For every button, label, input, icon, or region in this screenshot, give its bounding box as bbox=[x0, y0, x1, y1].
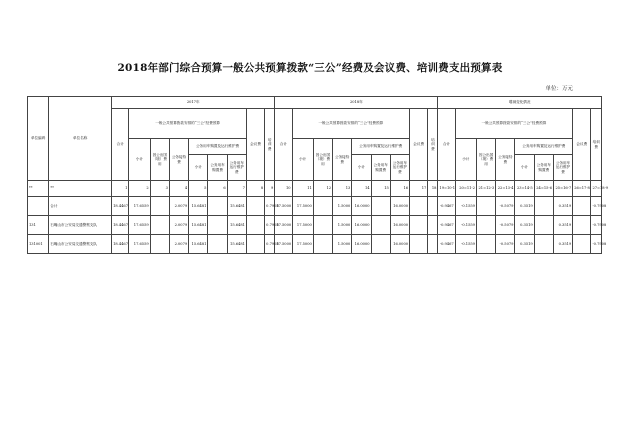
value-cell bbox=[573, 197, 591, 216]
header-training: 培训费 bbox=[591, 109, 602, 181]
value-cell bbox=[150, 235, 169, 254]
header-year-2017: 2017年 bbox=[112, 97, 275, 109]
header-meeting: 会议费 bbox=[573, 109, 591, 181]
value-cell: 0.7908 bbox=[265, 197, 275, 216]
value-cell: 0.3519 bbox=[515, 197, 534, 216]
value-cell bbox=[150, 216, 169, 235]
value-cell bbox=[371, 235, 390, 254]
code-cell: 1 bbox=[112, 181, 129, 197]
header-subtotal: 合计 bbox=[438, 109, 455, 181]
value-cell: 17.6559 bbox=[129, 235, 150, 254]
code-cell: 3 bbox=[150, 181, 169, 197]
value-cell bbox=[150, 197, 169, 216]
header-vehicle: 公务用车购置及运行维护费 bbox=[189, 139, 247, 155]
value-cell bbox=[476, 235, 495, 254]
header-small-total: 小计 bbox=[455, 139, 476, 181]
unit-label: 单位：万元 bbox=[545, 86, 573, 92]
header-unit-code: 单位编码 bbox=[28, 97, 49, 181]
header-meeting: 会议费 bbox=[246, 109, 264, 181]
value-cell bbox=[410, 197, 428, 216]
header-vehicle-operation: 公务用车运行维护费 bbox=[227, 155, 246, 181]
header-row-years bbox=[28, 97, 602, 109]
code-cell: 22=13-4 bbox=[496, 181, 515, 197]
code-cell: 21=12-3 bbox=[476, 181, 495, 197]
header-reception: 公务接待费 bbox=[169, 139, 188, 181]
value-cell bbox=[371, 216, 390, 235]
code-cell: 8 bbox=[246, 181, 264, 197]
value-cell bbox=[246, 197, 264, 216]
value-cell: 2.0079 bbox=[169, 197, 188, 216]
value-cell: -0.1559 bbox=[455, 197, 476, 216]
code-cell: 13 bbox=[333, 181, 352, 197]
value-cell bbox=[534, 235, 553, 254]
page-title: 2018年部门综合预算一般公共预算拨款“三公”经费及会议费、培训费支出预算表 bbox=[117, 62, 503, 74]
header-subtotal: 合计 bbox=[275, 109, 292, 181]
header-small-total: 小计 bbox=[189, 155, 208, 181]
value-cell: -0.7908 bbox=[591, 197, 602, 216]
header-small-total: 小计 bbox=[352, 155, 371, 181]
budget-table bbox=[27, 96, 609, 254]
value-cell: 2.0079 bbox=[169, 216, 188, 235]
code-cell: 23=14-5 bbox=[515, 181, 534, 197]
value-cell: 17.6559 bbox=[129, 197, 150, 216]
header-vehicle-purchase: 公务用车购置费 bbox=[208, 155, 227, 181]
header-general-budget: 一般公共预算拨款安排的“三公”经费预算 bbox=[292, 109, 410, 139]
value-cell: 17.6559 bbox=[129, 216, 150, 235]
value-cell: -0.1559 bbox=[455, 235, 476, 254]
code-cell: 16 bbox=[390, 181, 409, 197]
value-cell: -0.1559 bbox=[455, 216, 476, 235]
header-small-total: 小计 bbox=[292, 139, 313, 181]
table-body bbox=[28, 97, 609, 254]
header-row-group bbox=[28, 109, 602, 139]
value-cell: 15.6481 bbox=[189, 216, 208, 235]
value-cell bbox=[313, 197, 332, 216]
value-cell bbox=[428, 197, 438, 216]
code-cell: ** bbox=[28, 181, 49, 197]
value-cell: -0.7908 bbox=[591, 216, 602, 235]
code-row bbox=[28, 181, 602, 197]
unit-code-cell: 131001 bbox=[28, 235, 49, 254]
header-training: 培训费 bbox=[265, 109, 275, 181]
code-cell: 15 bbox=[371, 181, 390, 197]
value-cell: -0.9467 bbox=[438, 216, 455, 235]
header-vehicle-operation: 公务用车运行维护费 bbox=[553, 155, 572, 181]
value-cell bbox=[246, 235, 264, 254]
code-cell: 25=16-7 bbox=[553, 181, 572, 197]
header-unit-name: 单位名称 bbox=[49, 97, 112, 181]
value-cell: 0.3519 bbox=[553, 216, 572, 235]
value-cell bbox=[476, 197, 495, 216]
code-cell: 2 bbox=[129, 181, 150, 197]
value-cell bbox=[573, 235, 591, 254]
code-cell: 14 bbox=[352, 181, 371, 197]
value-cell: 17.5000 bbox=[275, 216, 292, 235]
value-cell bbox=[573, 216, 591, 235]
value-cell: 16.0000 bbox=[390, 216, 409, 235]
value-cell bbox=[313, 235, 332, 254]
value-cell: 0.7908 bbox=[265, 216, 275, 235]
value-cell: -0.5079 bbox=[496, 197, 515, 216]
value-cell: -0.9467 bbox=[438, 197, 455, 216]
header-training: 培训费 bbox=[428, 109, 438, 181]
unit-name-cell: 石嘴山市公安局交通警察支队 bbox=[49, 235, 112, 254]
code-cell: 18 bbox=[428, 181, 438, 197]
value-cell: 17.5000 bbox=[292, 216, 313, 235]
header-vehicle-purchase: 公务用车购置费 bbox=[534, 155, 553, 181]
value-cell: -0.7908 bbox=[591, 235, 602, 254]
header-reception: 公务接待费 bbox=[496, 139, 515, 181]
code-cell: 27=18-9 bbox=[591, 181, 602, 197]
unit-code-cell bbox=[28, 197, 49, 216]
code-cell: 5 bbox=[189, 181, 208, 197]
header-subtotal: 合计 bbox=[112, 109, 129, 181]
header-small-total: 小计 bbox=[129, 139, 150, 181]
value-cell: 1.5000 bbox=[333, 235, 352, 254]
value-cell: 17.5000 bbox=[275, 197, 292, 216]
header-meeting: 会议费 bbox=[410, 109, 428, 181]
header-general-budget: 一般公共预算拨款安排的“三公”经费预算 bbox=[455, 109, 573, 139]
value-cell: 17.5000 bbox=[275, 235, 292, 254]
unit-code-cell: 131 bbox=[28, 216, 49, 235]
value-cell bbox=[534, 216, 553, 235]
code-cell: 17 bbox=[410, 181, 428, 197]
value-cell: 15.6481 bbox=[189, 235, 208, 254]
value-cell: 0.3519 bbox=[515, 216, 534, 235]
code-cell: 12 bbox=[313, 181, 332, 197]
header-reception: 公务接待费 bbox=[333, 139, 352, 181]
code-cell: 19=10-1 bbox=[438, 181, 455, 197]
header-vehicle-purchase: 公务用车购置费 bbox=[371, 155, 390, 181]
value-cell bbox=[208, 235, 227, 254]
table-row bbox=[28, 197, 602, 216]
value-cell: 17.5000 bbox=[292, 235, 313, 254]
value-cell: 0.3519 bbox=[553, 197, 572, 216]
value-cell: 1.5000 bbox=[333, 216, 352, 235]
value-cell bbox=[208, 197, 227, 216]
header-vehicle-operation: 公务用车运行维护费 bbox=[390, 155, 409, 181]
value-cell: 15.6481 bbox=[189, 197, 208, 216]
value-cell: 1.5000 bbox=[333, 197, 352, 216]
value-cell bbox=[246, 216, 264, 235]
code-cell: 26=17-8 bbox=[573, 181, 591, 197]
header-change: 增减变化情况 bbox=[438, 97, 602, 109]
header-small-total: 小计 bbox=[515, 155, 534, 181]
value-cell bbox=[410, 235, 428, 254]
value-cell bbox=[428, 216, 438, 235]
code-cell: 24=15-6 bbox=[534, 181, 553, 197]
header-vehicle: 公务用车购置及运行维护费 bbox=[515, 139, 573, 155]
value-cell bbox=[428, 235, 438, 254]
value-cell bbox=[476, 216, 495, 235]
header-vehicle: 公务用车购置及运行维护费 bbox=[352, 139, 410, 155]
value-cell bbox=[410, 216, 428, 235]
code-cell: 11 bbox=[292, 181, 313, 197]
value-cell: 0.3519 bbox=[515, 235, 534, 254]
code-cell: 6 bbox=[208, 181, 227, 197]
header-abroad: 因公出国（境）费用 bbox=[476, 139, 495, 181]
value-cell: 16.0000 bbox=[390, 235, 409, 254]
table-row bbox=[28, 216, 602, 235]
code-cell: 20=11-2 bbox=[455, 181, 476, 197]
value-cell bbox=[534, 197, 553, 216]
value-cell bbox=[208, 216, 227, 235]
value-cell bbox=[371, 197, 390, 216]
code-cell: 10 bbox=[275, 181, 292, 197]
value-cell bbox=[313, 216, 332, 235]
code-cell: 4 bbox=[169, 181, 188, 197]
value-cell: 0.3519 bbox=[553, 235, 572, 254]
value-cell: -0.5079 bbox=[496, 235, 515, 254]
header-abroad: 因公出国（境）费用 bbox=[150, 139, 169, 181]
code-cell: ** bbox=[49, 181, 112, 197]
value-cell: 18.4467 bbox=[112, 197, 129, 216]
table-row bbox=[28, 235, 602, 254]
header-year-2018: 2018年 bbox=[275, 97, 438, 109]
code-cell: 7 bbox=[227, 181, 246, 197]
value-cell: -0.5079 bbox=[496, 216, 515, 235]
value-cell: -0.9467 bbox=[438, 235, 455, 254]
value-cell: 15.6481 bbox=[227, 216, 246, 235]
header-abroad: 因公出国（境）费用 bbox=[313, 139, 332, 181]
code-cell: 9 bbox=[265, 181, 275, 197]
value-cell: 17.5000 bbox=[292, 197, 313, 216]
value-cell: 16.0000 bbox=[352, 197, 371, 216]
value-cell: 18.4467 bbox=[112, 216, 129, 235]
value-cell: 0.7908 bbox=[265, 235, 275, 254]
unit-name-cell: 合计 bbox=[49, 197, 112, 216]
value-cell: 16.0000 bbox=[390, 197, 409, 216]
unit-name-cell: 石嘴山市公安局交通警察支队 bbox=[49, 216, 112, 235]
value-cell: 2.0079 bbox=[169, 235, 188, 254]
value-cell: 15.6481 bbox=[227, 235, 246, 254]
value-cell: 15.6481 bbox=[227, 197, 246, 216]
value-cell: 16.0000 bbox=[352, 216, 371, 235]
value-cell: 18.4467 bbox=[112, 235, 129, 254]
value-cell: 16.0000 bbox=[352, 235, 371, 254]
header-general-budget: 一般公共预算拨款安排的“三公”经费预算 bbox=[129, 109, 247, 139]
